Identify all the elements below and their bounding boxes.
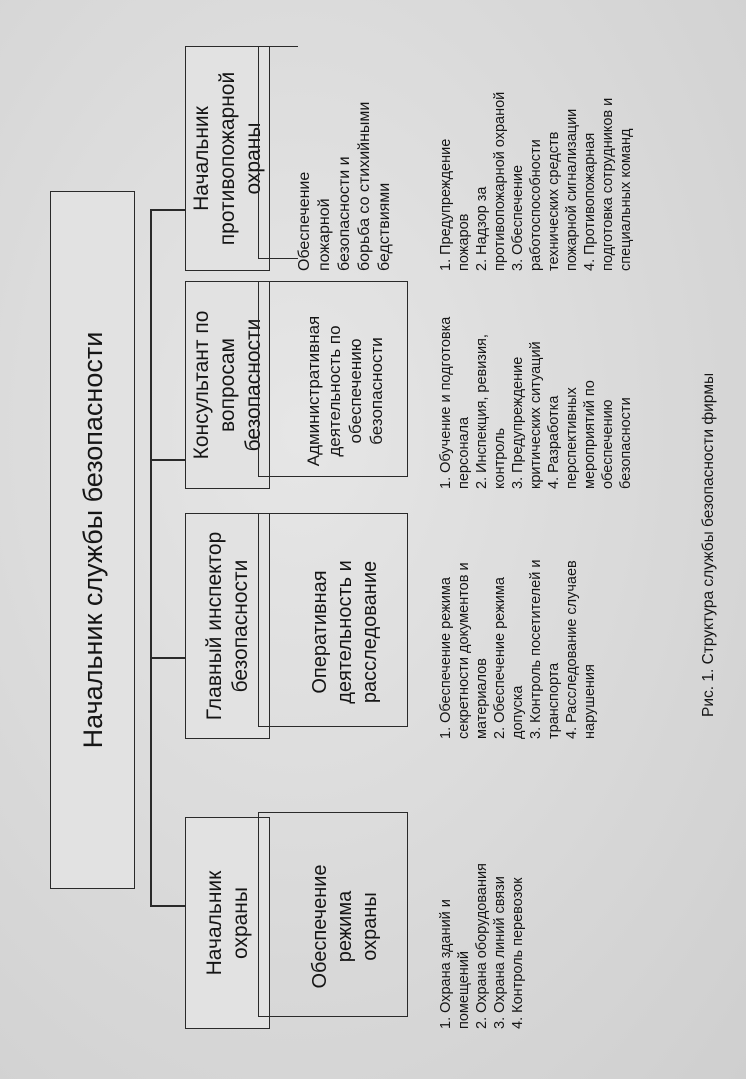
unit-func-box-chief-inspector bbox=[270, 525, 420, 739]
unit-tasks-security-chief: 1. Охрана зданий и помещений 2. Охрана оборудования 3. Охрана линий связи 4. Контроль перевозок bbox=[438, 863, 526, 1029]
unit-tasks-security-consultant: 1. Обучение и подготовка персонала 2. Инспекция, ревизия, контроль 3. Предупреждение критических ситуаций 4. Разработка перспективных мероприятий по обеспечению безопасности bbox=[438, 316, 634, 489]
connector-stem-3 bbox=[150, 459, 185, 461]
unit-func-fire-protection-chief: Обеспечение пожарной безопасности и борьба со стихийными бедствиями bbox=[296, 101, 393, 271]
unit-func-box-fire-protection-chief bbox=[290, 46, 400, 271]
unit-title-chief-inspector: Главный инспектор безопасности bbox=[202, 531, 252, 721]
unit-func-security-chief: Обеспечение режима охраны bbox=[308, 864, 381, 989]
unit-func-box-security-chief bbox=[270, 824, 420, 1029]
connector-stem-1 bbox=[150, 905, 185, 907]
unit-title-security-consultant: Консультант по вопросам безопасности bbox=[189, 310, 265, 460]
unit-func-box-security-consultant bbox=[270, 293, 420, 489]
connector-bus bbox=[150, 209, 152, 907]
head-title: Начальник службы безопасности bbox=[77, 331, 108, 749]
unit-title-security-chief: Начальник охраны bbox=[202, 870, 252, 976]
figure-caption: Рис. 1. Структура службы безопасности фирмы bbox=[700, 372, 717, 717]
unit-title-fire-protection-chief: Начальник противопожарной охраны bbox=[189, 71, 265, 246]
unit-func-security-consultant: Административная деятельность по обеспечению безопасности bbox=[304, 315, 386, 467]
head-box bbox=[50, 191, 135, 889]
connector-stem-4 bbox=[150, 209, 185, 211]
connector-stem-2 bbox=[150, 657, 185, 659]
unit-tasks-fire-protection-chief: 1. Предупреждение пожаров 2. Надзор за противопожарной охраной 3. Обеспечение работоспособности технических средств пожарной сигнализации 4. Противопожарная подготовка сотрудников и специальных команд bbox=[438, 91, 634, 271]
unit-tasks-chief-inspector: 1. Обеспечение режима секретности документов и материалов 2. Обеспечение режима допуска 3. Контроль посетителей и транспорта 4. Расследование случаев нарушения bbox=[438, 559, 598, 739]
unit-func-chief-inspector: Оперативная деятельность и расследование bbox=[308, 560, 381, 704]
